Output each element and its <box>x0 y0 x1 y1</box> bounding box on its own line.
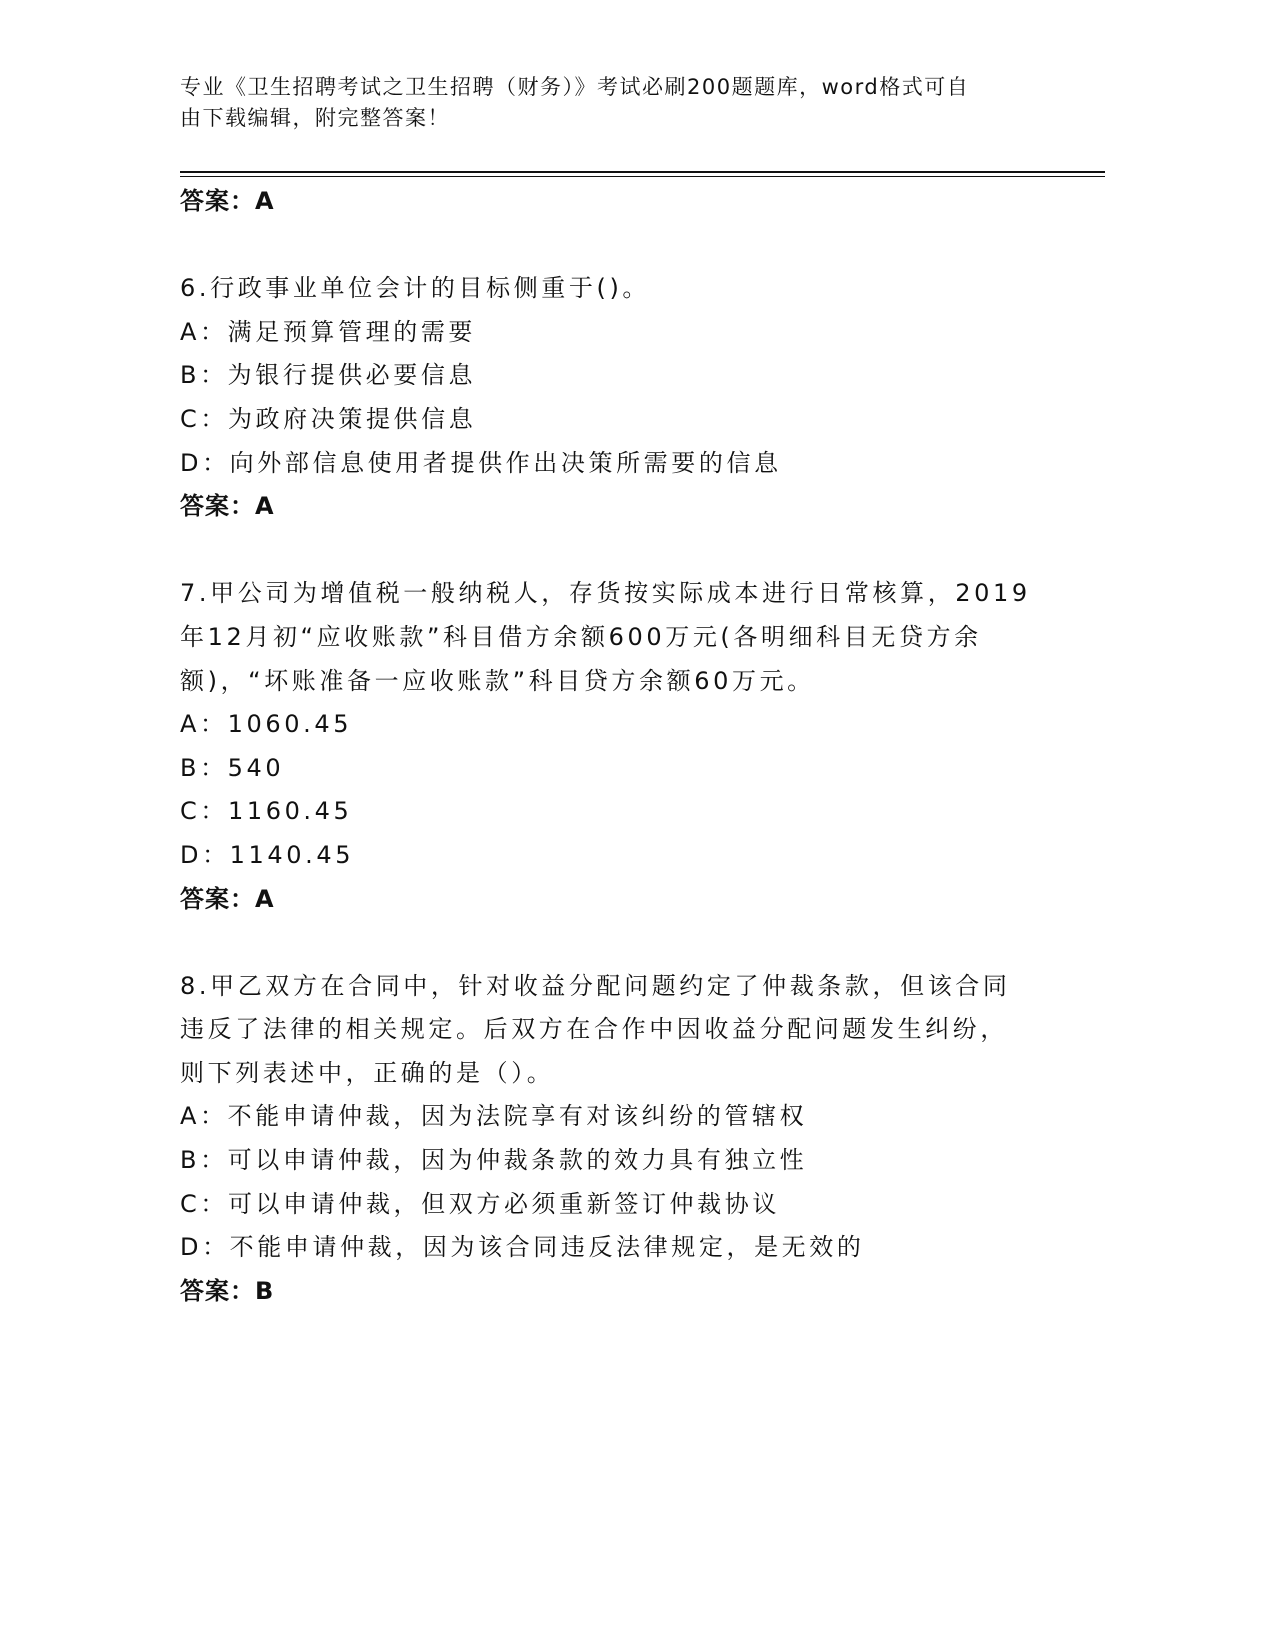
question-text: 违反了法律的相关规定。后双方在合作中因收益分配问题发生纠纷， <box>180 1015 1008 1044</box>
question-text: 8.甲乙双方在合同中，针对收益分配问题约定了仲裁条款，但该合同 <box>180 971 1011 1000</box>
header-divider-top <box>180 171 1105 173</box>
option-a: A：不能申请仲裁，因为法院享有对该纠纷的管辖权 <box>180 1102 808 1131</box>
question-text: 则下列表述中，正确的是（）。 <box>180 1058 555 1087</box>
option-b: B：可以申请仲裁，因为仲裁条款的效力具有独立性 <box>180 1146 808 1175</box>
answer-label: 答案：A <box>180 187 275 215</box>
option-a: A：1060.45 <box>180 710 353 739</box>
document-header <box>180 72 1040 134</box>
answer-label: 答案：A <box>180 492 275 521</box>
header-line-1: 专业《卫生招聘考试之卫生招聘（财务）》考试必刷200题题库，word格式可自 <box>180 75 970 99</box>
question-6 <box>180 267 1080 529</box>
option-c: C：为政府决策提供信息 <box>180 404 477 433</box>
header-divider-bottom <box>180 176 1105 177</box>
question-8 <box>180 965 1080 1314</box>
question-list <box>180 180 1080 1313</box>
question-text: 额)，“坏账准备一应收账款”科目贷方余额60万元。 <box>180 666 815 695</box>
option-d: D：1140.45 <box>180 840 355 869</box>
answer-label: 答案：A <box>180 884 275 913</box>
option-c: C：可以申请仲裁，但双方必须重新签订仲裁协议 <box>180 1189 780 1218</box>
question-7 <box>180 572 1080 921</box>
header-line-2: 由下载编辑，附完整答案！ <box>180 106 450 130</box>
option-b: B：为银行提供必要信息 <box>180 361 477 390</box>
option-b: B：540 <box>180 753 285 782</box>
option-d: D：不能申请仲裁，因为该合同违反法律规定，是无效的 <box>180 1233 865 1262</box>
option-d: D：向外部信息使用者提供作出决策所需要的信息 <box>180 448 782 477</box>
question-text: 7.甲公司为增值税一般纳税人，存货按实际成本进行日常核算，2019 <box>180 579 1031 608</box>
question-text: 6.行政事业单位会计的目标侧重于()。 <box>180 274 651 303</box>
question-text: 年12月初“应收账款”科目借方余额600万元(各明细科目无贷方余 <box>180 622 982 651</box>
answer-label: 答案：B <box>180 1276 275 1305</box>
option-a: A：满足预算管理的需要 <box>180 317 477 346</box>
option-c: C：1160.45 <box>180 797 353 826</box>
